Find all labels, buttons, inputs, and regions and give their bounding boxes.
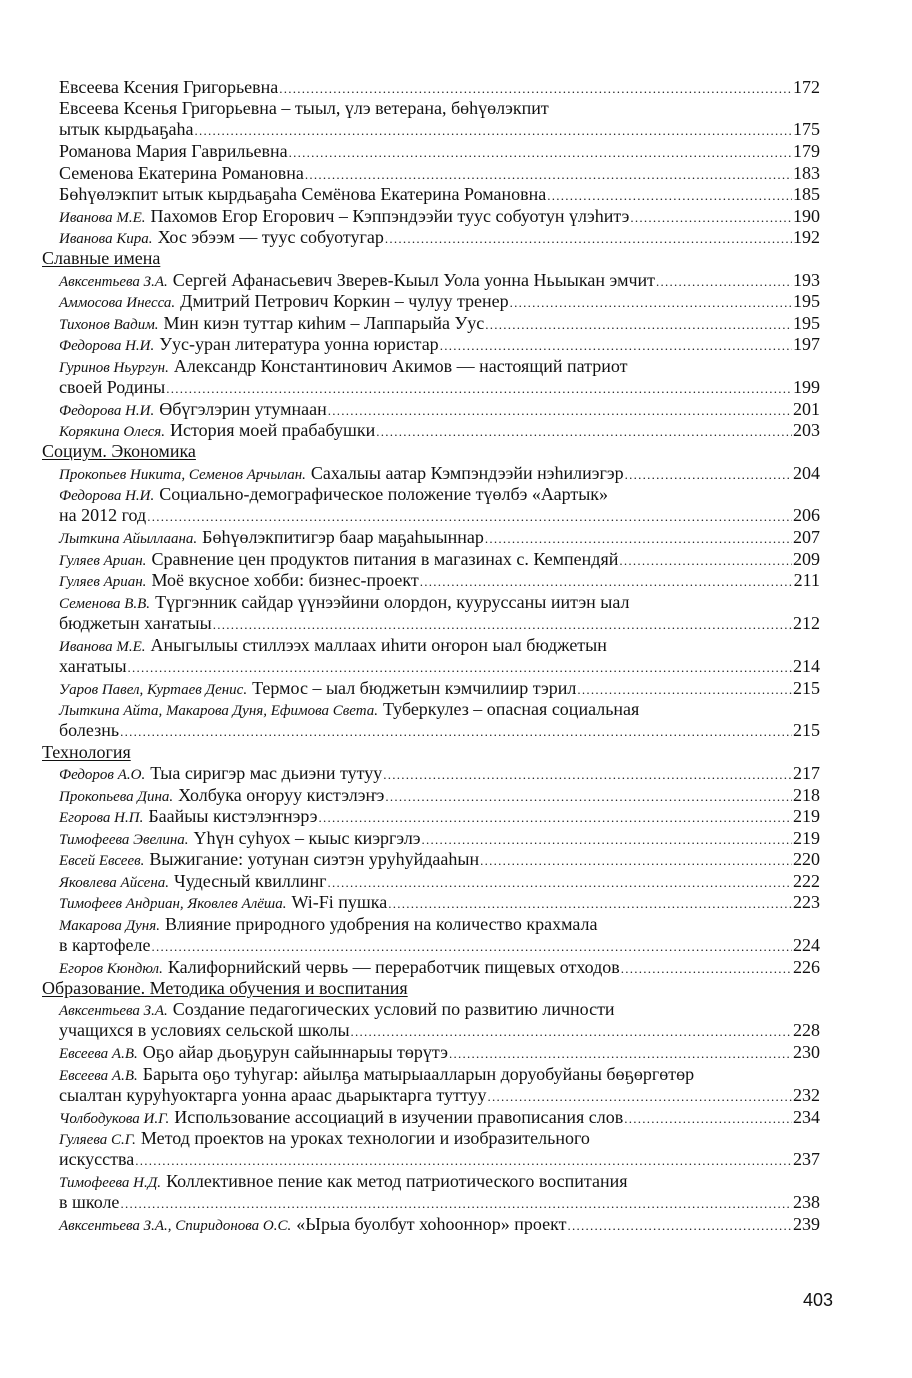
dot-leader xyxy=(621,957,792,979)
dot-leader xyxy=(485,527,792,549)
toc-entry-line xyxy=(59,806,820,827)
dot-leader xyxy=(440,334,792,356)
entry-page-number: 218 xyxy=(793,785,820,805)
entry-title: Оҕо айар дьоҕурун сайыннарыы төрүтэ xyxy=(142,1042,448,1062)
entry-title: Евсеева Ксения Григорьевна xyxy=(59,77,279,97)
entry-title: учащихся в условиях сельской школы xyxy=(59,1020,350,1041)
entry-author: Евсеева А.В. xyxy=(59,1046,138,1062)
entry-author: Прокопьев Никита, Семенов Арчылан. xyxy=(59,467,306,483)
toc-entry xyxy=(59,806,820,827)
toc-entry-line xyxy=(59,914,820,935)
entry-author: Корякина Олеся. xyxy=(59,424,165,440)
toc-entry-line xyxy=(59,635,820,656)
dot-leader xyxy=(120,720,792,742)
toc-entry-line xyxy=(59,334,820,355)
toc-entry-line xyxy=(59,1020,820,1041)
entry-page-number: 222 xyxy=(793,871,820,891)
toc-entry-line xyxy=(59,184,820,205)
entry-title: Калифорнийский червь — переработчик пищевых отходов xyxy=(167,957,620,977)
dot-leader xyxy=(388,892,792,914)
toc-entry-line xyxy=(59,656,820,677)
entry-title: Сравнение цен продуктов питания в магазинах с. Кемпендяй xyxy=(151,549,619,569)
entry-title: Дмитрий Петрович Коркин – чулуу тренер xyxy=(180,291,509,311)
entry-page-number: 195 xyxy=(793,291,820,311)
toc-entry xyxy=(59,313,820,334)
entry-author: Иванова М.Е. xyxy=(59,210,146,226)
toc-entry-line xyxy=(59,1192,820,1213)
dot-leader xyxy=(385,227,792,249)
dot-leader xyxy=(289,141,792,163)
entry-title: Үһүн суһуох – кыыс киэргэлэ xyxy=(193,828,421,848)
entry-title: Холбука оҥоруу кистэлэҥэ xyxy=(178,785,385,805)
entry-title: Бөһүөлэкпитигэр баар маҕаһыыннар xyxy=(202,527,484,547)
entry-title: История моей прабабушки xyxy=(169,420,376,440)
toc-entry xyxy=(59,463,820,484)
entry-title: Влияние природного удобрения на количество крахмала xyxy=(164,914,598,934)
entry-author: Яковлева Айсена. xyxy=(59,875,170,891)
dot-leader xyxy=(351,1020,792,1042)
dot-leader xyxy=(420,570,793,592)
entry-page-number: 215 xyxy=(793,720,820,741)
toc-entry-line xyxy=(59,98,820,119)
toc-entry-line xyxy=(59,935,820,956)
toc-entry xyxy=(59,141,820,162)
entry-title: Бөһүөлэкпит ытык кырдьаҕаһа Семёнова Екатерина Романовна xyxy=(59,184,547,204)
toc-entry xyxy=(59,999,820,1042)
entry-page-number: 212 xyxy=(793,613,820,634)
entry-title: Евсеева Ксенья Григорьевна – тыыл, үлэ ветерана, бөһүөлэкпит xyxy=(59,98,549,118)
toc-entry xyxy=(59,849,820,870)
toc-entry xyxy=(59,1107,820,1128)
toc-entry xyxy=(59,1042,820,1063)
entry-page-number: 224 xyxy=(793,935,820,956)
entry-page-number: 193 xyxy=(793,270,820,290)
entry-author: Гуринов Ньургун. xyxy=(59,360,169,376)
entry-page-number: 209 xyxy=(793,549,820,569)
toc-entry xyxy=(59,678,820,699)
entry-author: Семенова В.В. xyxy=(59,596,151,612)
toc-entry xyxy=(59,1128,820,1171)
toc-entry xyxy=(59,592,820,635)
dot-leader xyxy=(383,763,792,785)
entry-title: Хос эбээм — туус собуотугар xyxy=(157,227,384,247)
toc-entry xyxy=(59,291,820,312)
toc-entry-line xyxy=(59,77,820,98)
dot-leader xyxy=(577,678,792,700)
entry-author: Тимофеева Эвелина. xyxy=(59,832,189,848)
entry-author: Уаров Павел, Куртаев Денис. xyxy=(59,682,248,698)
entry-page-number: 192 xyxy=(793,227,820,247)
section-heading: Славные имена xyxy=(42,248,161,268)
entry-page-number: 219 xyxy=(793,806,820,826)
toc-entry-line xyxy=(59,849,820,870)
entry-title: Метод проектов на уроках технологии и изобразительного xyxy=(140,1128,590,1148)
dot-leader xyxy=(279,77,792,99)
entry-page-number: 185 xyxy=(793,184,820,204)
entry-author: Федорова Н.И. xyxy=(59,338,155,354)
toc-entry-line xyxy=(59,785,820,806)
entry-page-number: 204 xyxy=(793,463,820,483)
dot-leader xyxy=(328,871,792,893)
toc-entry xyxy=(59,763,820,784)
entry-title: сыалтан куруһуоктарга уонна араас дьарыктарга туттуу xyxy=(59,1085,487,1106)
dot-leader xyxy=(485,313,792,335)
entry-author: Федоров А.О. xyxy=(59,767,146,783)
entry-page-number: 201 xyxy=(793,399,820,419)
dot-leader xyxy=(120,1192,792,1214)
toc-entry-line xyxy=(59,527,820,548)
toc-entry xyxy=(59,914,820,957)
toc-entry-line xyxy=(59,399,820,420)
toc-entry-line xyxy=(59,1128,820,1149)
toc-entry xyxy=(59,1064,820,1107)
entry-title: в школе xyxy=(59,1192,120,1213)
toc-entry-line xyxy=(59,549,820,570)
entry-page-number: 215 xyxy=(793,678,820,698)
entry-page-number: 179 xyxy=(793,141,820,161)
entry-page-number: 206 xyxy=(793,505,820,526)
entry-author: Егоров Кюндюл. xyxy=(59,961,163,977)
toc-entry-line xyxy=(59,678,820,699)
entry-author: Аммосова Инесса. xyxy=(59,295,176,311)
toc-entry-line xyxy=(59,699,820,720)
toc-entry xyxy=(59,227,820,248)
toc-entry xyxy=(59,549,820,570)
toc-entry-line xyxy=(59,1171,820,1192)
dot-leader xyxy=(487,1085,792,1107)
toc-entry xyxy=(59,828,820,849)
entry-title: Использование ассоциаций в изучении правописания слов xyxy=(174,1107,624,1127)
toc-entry xyxy=(59,184,820,205)
dot-leader xyxy=(625,463,792,485)
entry-page-number: 217 xyxy=(793,763,820,783)
entry-author: Тимофеева Н.Д. xyxy=(59,1175,162,1191)
entry-title: в картофеле xyxy=(59,935,151,956)
entry-page-number: 197 xyxy=(793,334,820,354)
toc-entry xyxy=(59,871,820,892)
entry-author: Федорова Н.И. xyxy=(59,403,155,419)
entry-page-number: 195 xyxy=(793,313,820,333)
toc-entry xyxy=(59,484,820,527)
toc-entry-line xyxy=(59,871,820,892)
entry-title: ытык кырдьаҕаһа xyxy=(59,119,194,140)
entry-title: Создание педагогических условий по развитию личности xyxy=(172,999,615,1019)
toc-entry xyxy=(59,77,820,98)
entry-page-number: 203 xyxy=(793,420,820,440)
entry-page-number: 175 xyxy=(793,119,820,140)
entry-author: Евсеева А.В. xyxy=(59,1068,138,1084)
dot-leader xyxy=(567,1214,792,1236)
entry-page-number: 190 xyxy=(793,206,820,226)
toc-entry xyxy=(59,399,820,420)
entry-author: Макарова Дуня. xyxy=(59,918,160,934)
entry-page-number: 230 xyxy=(793,1042,820,1062)
dot-leader xyxy=(624,1107,792,1129)
toc-entry-line xyxy=(59,270,820,291)
entry-title: Уус-уран литература уонна юристар xyxy=(159,334,439,354)
entry-page-number: 234 xyxy=(793,1107,820,1127)
entry-title: Баайыы кистэлэҥнэрэ xyxy=(148,806,318,826)
entry-title: своей Родины xyxy=(59,377,166,398)
toc-entry-line xyxy=(59,1085,820,1106)
entry-author: Егорова Н.П. xyxy=(59,810,144,826)
entry-author: Чолбодукова И.Г. xyxy=(59,1111,170,1127)
toc-entry-line xyxy=(59,1214,820,1235)
toc-entry-line xyxy=(59,828,820,849)
toc-entry-line xyxy=(59,570,820,591)
entry-author: Лыткина Айта, Макарова Дуня, Ефимова Света. xyxy=(59,703,379,719)
toc-entry-line xyxy=(59,720,820,741)
entry-author: Гуляев Ариан. xyxy=(59,553,147,569)
entry-title: «Ырыа буолбут хоһооннор» проект xyxy=(296,1214,567,1234)
entry-title: бюджетын хаҥатыы xyxy=(59,613,212,634)
dot-leader xyxy=(619,549,792,571)
dot-leader xyxy=(510,291,792,313)
toc-entry xyxy=(59,98,820,141)
dot-leader xyxy=(376,420,792,442)
toc-entry xyxy=(59,570,820,591)
entry-page-number: 223 xyxy=(793,892,820,912)
dot-leader xyxy=(135,1149,792,1171)
toc-entry xyxy=(59,163,820,184)
entry-author: Прокопьева Дина. xyxy=(59,789,174,805)
entry-title: Барыта оҕо туһугар: айылҕа матырыаалларын доруобуйаны бөҕөргөтөр xyxy=(142,1064,695,1084)
entry-title: Семенова Екатерина Романовна xyxy=(59,163,304,183)
toc-entry-line xyxy=(59,313,820,334)
entry-title: Александр Константинович Акимов — настоящий патриот xyxy=(173,356,628,376)
dot-leader xyxy=(328,399,792,421)
toc-entry-line xyxy=(59,291,820,312)
entry-title: Термос – ыал бюджетын кэмчилиир тэрил xyxy=(252,678,577,698)
entry-page-number: 220 xyxy=(793,849,820,869)
toc-entry-line xyxy=(59,1042,820,1063)
dot-leader xyxy=(147,505,792,527)
entry-author: Тихонов Вадим. xyxy=(59,317,159,333)
entry-page-number: 211 xyxy=(793,570,820,590)
toc-entry-line xyxy=(59,163,820,184)
dot-leader xyxy=(656,270,792,292)
entry-author: Авксентьева З.А. xyxy=(59,1003,168,1019)
toc-entry-line xyxy=(59,892,820,913)
entry-page-number: 232 xyxy=(793,1085,820,1106)
entry-title: Туберкулез – опасная социальная xyxy=(383,699,640,719)
entry-title: Түргэнник сайдар үүнээйини олордон, кууруссаны иитэн ыал xyxy=(155,592,630,612)
entry-author: Авксентьева З.А. xyxy=(59,274,168,290)
entry-author: Гуляев Ариан. xyxy=(59,574,147,590)
toc-entry-line xyxy=(59,141,820,162)
entry-author: Авксентьева З.А., Спиридонова О.С. xyxy=(59,1218,292,1234)
section-heading: Технология xyxy=(42,742,131,762)
entry-title: Коллективное пение как метод патриотического воспитания xyxy=(166,1171,628,1191)
toc-entry-line xyxy=(59,1064,820,1085)
dot-leader xyxy=(166,377,792,399)
dot-leader xyxy=(128,656,792,678)
toc-entry xyxy=(59,785,820,806)
dot-leader xyxy=(195,119,792,141)
dot-leader xyxy=(480,849,792,871)
entry-page-number: 172 xyxy=(793,77,820,97)
toc-entry-line xyxy=(59,463,820,484)
toc-entry-line xyxy=(59,420,820,441)
dot-leader xyxy=(305,163,792,185)
toc-entry-line xyxy=(59,1107,820,1128)
toc-entry xyxy=(59,892,820,913)
entry-author: Тимофеев Андриан, Яковлев Алёша. xyxy=(59,896,287,912)
toc-entry xyxy=(59,206,820,227)
toc-entry xyxy=(59,1171,820,1214)
toc-entry-line xyxy=(59,356,820,377)
entry-page-number: 228 xyxy=(793,1020,820,1041)
toc-entry-line xyxy=(59,613,820,634)
entry-author: Иванова М.Е. xyxy=(59,639,146,655)
section-heading: Социум. Экономика xyxy=(42,441,196,461)
toc-entry xyxy=(59,527,820,548)
entry-title: Сахалыы аатар Кэмпэндээйи нэһилиэгэр xyxy=(310,463,624,483)
entry-title: Аныгылыы стиллээх маллаах иһити оҥорон ыал бюджетын xyxy=(150,635,607,655)
toc-entry-line xyxy=(59,592,820,613)
dot-leader xyxy=(213,613,792,635)
entry-title: Тыа сиригэр мас дьиэни тутуу xyxy=(150,763,383,783)
entry-title: на 2012 год xyxy=(59,505,147,526)
entry-title: Сергей Афанасьевич Зверев-Кыыл Уола уонна Ньыыкан эмчит xyxy=(172,270,656,290)
toc-entry-line xyxy=(59,484,820,505)
entry-page-number: 207 xyxy=(793,527,820,547)
entry-title: болезнь xyxy=(59,720,120,741)
toc-entry-line xyxy=(59,999,820,1020)
toc-entry xyxy=(59,699,820,742)
entry-page-number: 226 xyxy=(793,957,820,977)
entry-author: Федорова Н.И. xyxy=(59,488,155,504)
toc-entry xyxy=(59,270,820,291)
entry-page-number: 199 xyxy=(793,377,820,398)
toc-entry xyxy=(59,356,820,399)
toc-entry xyxy=(59,420,820,441)
toc-entry-line xyxy=(59,1149,820,1170)
toc-entry xyxy=(59,957,820,978)
entry-title: Чудесный квиллинг xyxy=(174,871,327,891)
entry-page-number: 214 xyxy=(793,656,820,677)
entry-title: искусства xyxy=(59,1149,135,1170)
toc-entry-line xyxy=(59,505,820,526)
entry-author: Гуляева С.Г. xyxy=(59,1132,136,1148)
toc-entry-line xyxy=(59,227,820,248)
entry-author: Евсей Евсеев. xyxy=(59,853,145,869)
dot-leader xyxy=(151,935,792,957)
dot-leader xyxy=(547,184,792,206)
entry-title: Мин киэн туттар киһим – Лаппарыйа Уус xyxy=(163,313,485,333)
entry-page-number: 237 xyxy=(793,1149,820,1170)
entry-page-number: 239 xyxy=(793,1214,820,1234)
toc-entry-line xyxy=(59,377,820,398)
entry-title: Романова Мария Гаврильевна xyxy=(59,141,288,161)
entry-title: Социально-демографическое положение түөлбэ «Аартык» xyxy=(159,484,609,504)
toc-entry xyxy=(59,334,820,355)
dot-leader xyxy=(630,206,792,228)
entry-title: Выжигание: уотунан сиэтэн уруһуйдааһын xyxy=(149,849,480,869)
entry-title: Wi-Fi пушка xyxy=(291,892,388,912)
dot-leader xyxy=(422,828,792,850)
entry-title: Моё вкусное хобби: бизнес-проект xyxy=(151,570,419,590)
entry-title: Өбүгэлэрин утумнаан xyxy=(159,399,327,419)
entry-page-number: 219 xyxy=(793,828,820,848)
dot-leader xyxy=(385,785,792,807)
toc-entry-line xyxy=(59,119,820,140)
toc-entry-line xyxy=(59,957,820,978)
page-number: 403 xyxy=(803,1290,834,1310)
toc-entry-line xyxy=(59,206,820,227)
entry-page-number: 183 xyxy=(793,163,820,183)
entry-title: хаҥатыы xyxy=(59,656,127,677)
entry-title: Пахомов Егор Егорович – Кэппэндээйи туус собуотун үлэһитэ xyxy=(150,206,630,226)
entry-author: Иванова Кира. xyxy=(59,231,153,247)
entry-page-number: 238 xyxy=(793,1192,820,1213)
toc-entry xyxy=(59,635,820,678)
entry-author: Лыткина Айыллаана. xyxy=(59,531,198,547)
dot-leader xyxy=(319,806,792,828)
toc-entry xyxy=(59,1214,820,1235)
dot-leader xyxy=(449,1042,792,1064)
toc-entry-line xyxy=(59,763,820,784)
section-heading: Образование. Методика обучения и воспитания xyxy=(42,978,408,998)
